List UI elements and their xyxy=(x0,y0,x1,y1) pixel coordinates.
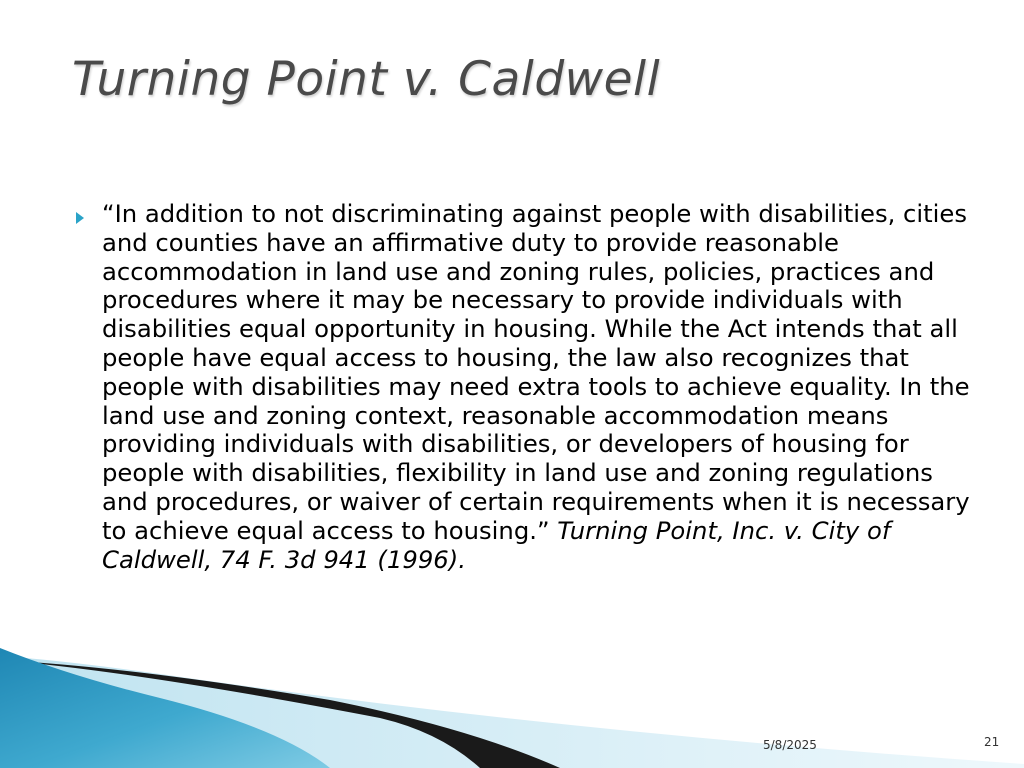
bullet-list xyxy=(74,200,974,574)
quote-paragraph xyxy=(102,200,974,574)
corner-wave-decoration xyxy=(0,620,1024,768)
footer-date: 5/8/2025 xyxy=(763,738,817,752)
slide-title: Turning Point v. Caldwell xyxy=(72,52,661,107)
quote-text: “In addition to not discriminating against people with disabilities, cities and counties have an affirmative duty to provide reasonable accommodation in land use and zoning rules, policies, practices and procedures where it may be necessary to provide individuals with disabilities equal opportunity in housing. While the Act intends that all people have equal access to housing, the law also recognizes that people with disabilities may need extra tools to achieve equality. In the land use and zoning context, reasonable accommodation means providing individuals with disabilities, or developers of housing for people with disabilities, flexibility in land use and zoning regulations and procedures, or waiver of certain requirements when it is necessary to achieve equal access to housing.” xyxy=(102,199,970,545)
list-item xyxy=(74,200,974,574)
slide-number: 21 xyxy=(984,735,1000,749)
triangle-right-icon xyxy=(74,210,86,226)
case-citation: Turning Point, Inc. v. City of Caldwell, 74 F. 3d 941 (1996). xyxy=(102,515,891,574)
